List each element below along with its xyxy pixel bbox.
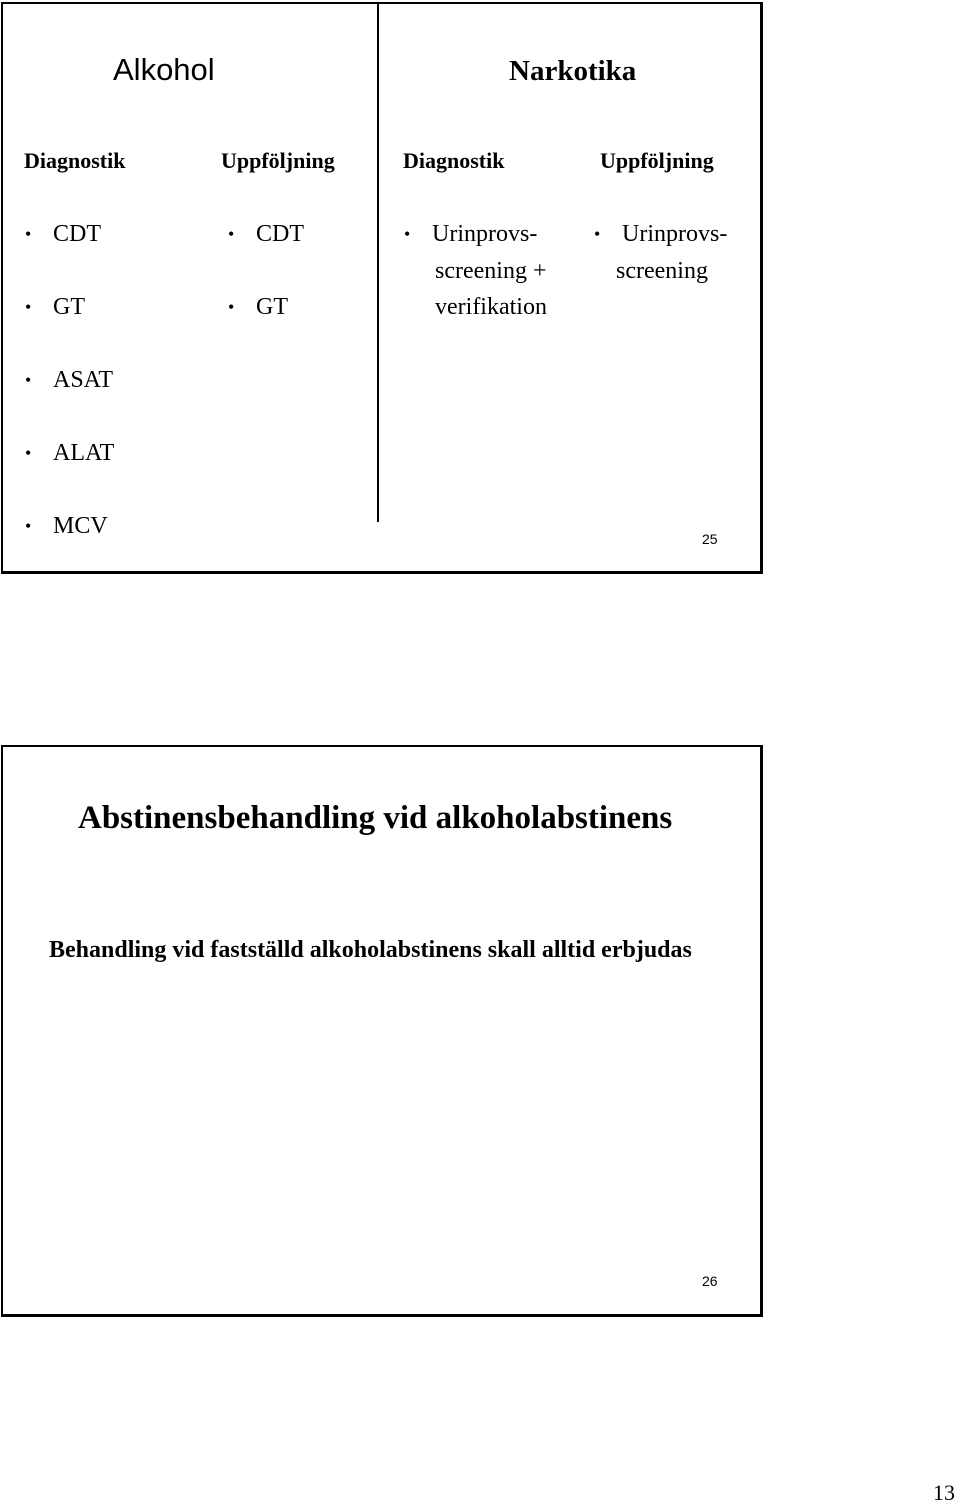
bullet: • xyxy=(25,224,32,244)
bullet: • xyxy=(25,370,32,390)
item-line: verifikation xyxy=(435,294,547,320)
alkohol-uppfoljning-label: Uppföljning xyxy=(221,148,335,173)
narkotika-uppfoljning-label: Uppföljning xyxy=(600,148,714,173)
list-item: CDT xyxy=(256,221,304,247)
slide-page-number: 26 xyxy=(702,1273,718,1289)
item-line: screening + xyxy=(435,258,547,284)
slide-25 xyxy=(1,2,763,574)
alkohol-heading: Alkohol xyxy=(113,52,215,87)
list-item: GT xyxy=(256,294,288,320)
narkotika-diagnostik-label: Diagnostik xyxy=(403,148,505,173)
list-item: GT xyxy=(53,294,85,320)
bullet: • xyxy=(25,516,32,536)
bullet: • xyxy=(404,224,411,244)
item-line: Urinprovs- xyxy=(432,221,538,247)
slide-body-text: Behandling vid fastställd alkoholabstinens skall alltid erbjudas xyxy=(49,937,692,963)
narkotika-heading: Narkotika xyxy=(509,55,637,87)
item-line: Urinprovs- xyxy=(622,221,728,247)
bullet: • xyxy=(228,297,235,317)
list-item: MCV xyxy=(53,513,108,539)
slide-page-number: 25 xyxy=(702,531,718,547)
bullet: • xyxy=(25,297,32,317)
bullet: • xyxy=(228,224,235,244)
list-item: CDT xyxy=(53,221,101,247)
document-page-number: 13 xyxy=(933,1480,955,1505)
slide-26 xyxy=(1,745,763,1317)
list-item: ASAT xyxy=(53,367,114,393)
column-divider xyxy=(377,4,379,522)
item-line: screening xyxy=(616,258,708,284)
slide-title: Abstinensbehandling vid alkoholabstinens xyxy=(78,800,673,836)
alkohol-diagnostik-label: Diagnostik xyxy=(24,148,126,173)
list-item: ALAT xyxy=(53,440,115,466)
bullet: • xyxy=(25,443,32,463)
bullet: • xyxy=(594,224,601,244)
